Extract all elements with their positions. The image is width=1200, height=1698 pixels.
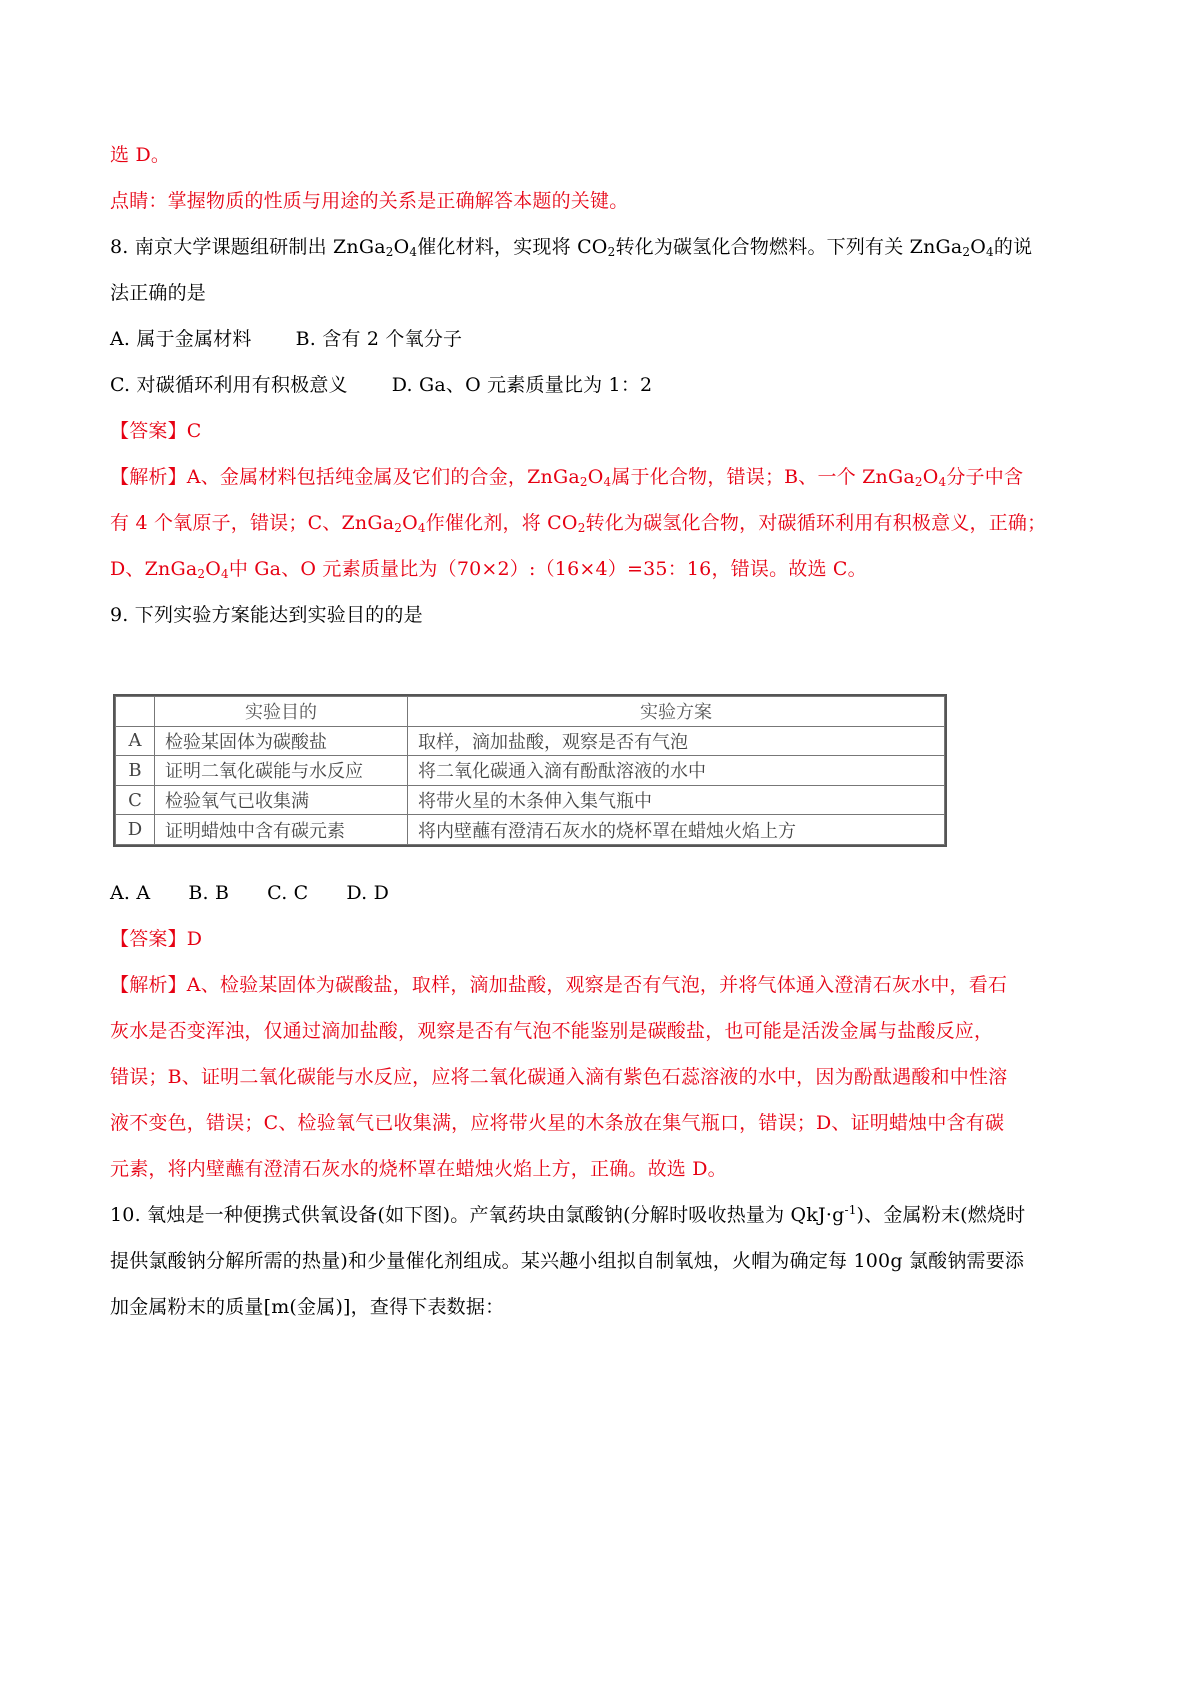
q8-option-c: C. 对碳循环利用有积极意义	[110, 374, 348, 396]
q8-answer: 【答案】C	[110, 420, 202, 442]
table-cell-plan: 取样，滴加盐酸，观察是否有气泡	[408, 726, 945, 756]
q10-line1: 10. 氧烛是一种便携式供氧设备(如下图)。产氧药块由氯酸钠(分解时吸收热量为 $QkJ\cdot g^{-1}$)、金属粉末(燃烧时	[110, 1203, 1026, 1226]
q8-analysis-line1: 【解析】A、金属材料包括纯金属及它们的合金，$ZnGa_2O_4$属于化合物，错误；B、一个 $ZnGa_2O_4$分子中含	[110, 466, 1024, 489]
q9-analysis-line2: 灰水是否变浑浊，仅通过滴加盐酸，观察是否有气泡不能鉴别是碳酸盐，也可能是活泼金属与盐酸反应，	[110, 1020, 994, 1042]
table-row	[116, 785, 945, 815]
prev-conclusion: 选 D。	[110, 144, 171, 166]
q8-options-row2	[110, 372, 652, 398]
table-cell-key: B	[116, 756, 155, 786]
table-row	[116, 726, 945, 756]
q9-options	[110, 880, 389, 906]
q10-line3: 加金属粉末的质量[m(金属)]，查得下表数据：	[110, 1296, 505, 1318]
table-header-row	[116, 697, 945, 727]
table-header-key	[116, 697, 155, 727]
q9-option-d: D. D	[346, 882, 390, 904]
table-row	[116, 815, 945, 845]
table-row	[116, 756, 945, 786]
q8-option-d: D. Ga、O 元素质量比为 1：2	[391, 374, 653, 396]
q10-line2: 提供氯酸钠分解所需的热量)和少量催化剂组成。某兴趣小组拟自制氧烛，火帽为确定每 100g 氯酸钠需要添	[110, 1250, 1025, 1272]
experiment-table	[113, 694, 947, 847]
q9-option-c: C. C	[267, 882, 309, 904]
q8-option-a: A. 属于金属材料	[110, 328, 252, 350]
q9-stem: 9. 下列实验方案能达到实验目的的是	[110, 604, 423, 626]
table-cell-key: A	[116, 726, 155, 756]
q8-analysis-line2: 有 4 个氧原子，错误；C、$ZnGa_2O_4$作催化剂，将 $CO_2$转化为碳氢化合物，对碳循环利用有积极意义，正确；	[110, 512, 1047, 535]
q9-option-a: A. A	[110, 882, 151, 904]
prev-tip: 点睛：掌握物质的性质与用途的关系是正确解答本题的关键。	[110, 190, 629, 212]
table-cell-plan: 将带火星的木条伸入集气瓶中	[408, 785, 945, 815]
table-cell-goal: 检验某固体为碳酸盐	[155, 726, 408, 756]
table-cell-plan: 将内壁蘸有澄清石灰水的烧杯罩在蜡烛火焰上方	[408, 815, 945, 845]
q8-options-row1	[110, 326, 462, 352]
table-cell-goal: 证明二氧化碳能与水反应	[155, 756, 408, 786]
table-cell-key: D	[116, 815, 155, 845]
table-cell-goal: 检验氧气已收集满	[155, 785, 408, 815]
q8-stem-line2: 法正确的是	[110, 282, 207, 304]
q9-analysis-line1: 【解析】A、检验某固体为碳酸盐，取样，滴加盐酸，观察是否有气泡，并将气体通入澄清石灰水中，看石	[110, 974, 1008, 996]
table-header-goal: 实验目的	[155, 697, 408, 727]
table-cell-plan: 将二氧化碳通入滴有酚酞溶液的水中	[408, 756, 945, 786]
q8-option-b: B. 含有 2 个氧分子	[295, 328, 463, 350]
q8-analysis-line3: D、$ZnGa_2O_4$中 Ga、O 元素质量比为（70×2）:（16×4）=35：16，错误。故选 C。	[110, 558, 867, 581]
table-cell-goal: 证明蜡烛中含有碳元素	[155, 815, 408, 845]
q9-analysis-line4: 液不变色，错误；C、检验氧气已收集满，应将带火星的木条放在集气瓶口，错误；D、证明蜡烛中含有碳	[110, 1112, 1005, 1134]
q8-stem-line1: 8. 南京大学课题组研制出 $ZnGa_2O_4$催化材料，实现将 $CO_2$转化为碳氢化合物燃料。下列有关 $ZnGa_2O_4$的说	[110, 236, 1033, 259]
q9-analysis-line3: 错误；B、证明二氧化碳能与水反应，应将二氧化碳通入滴有紫色石蕊溶液的水中，因为酚酞遇酸和中性溶	[110, 1066, 1008, 1088]
q9-answer: 【答案】D	[110, 928, 203, 950]
table-cell-key: C	[116, 785, 155, 815]
q9-option-b: B. B	[188, 882, 230, 904]
table-header-plan: 实验方案	[408, 697, 945, 727]
q9-analysis-line5: 元素，将内壁蘸有澄清石灰水的烧杯罩在蜡烛火焰上方，正确。故选 D。	[110, 1158, 727, 1180]
